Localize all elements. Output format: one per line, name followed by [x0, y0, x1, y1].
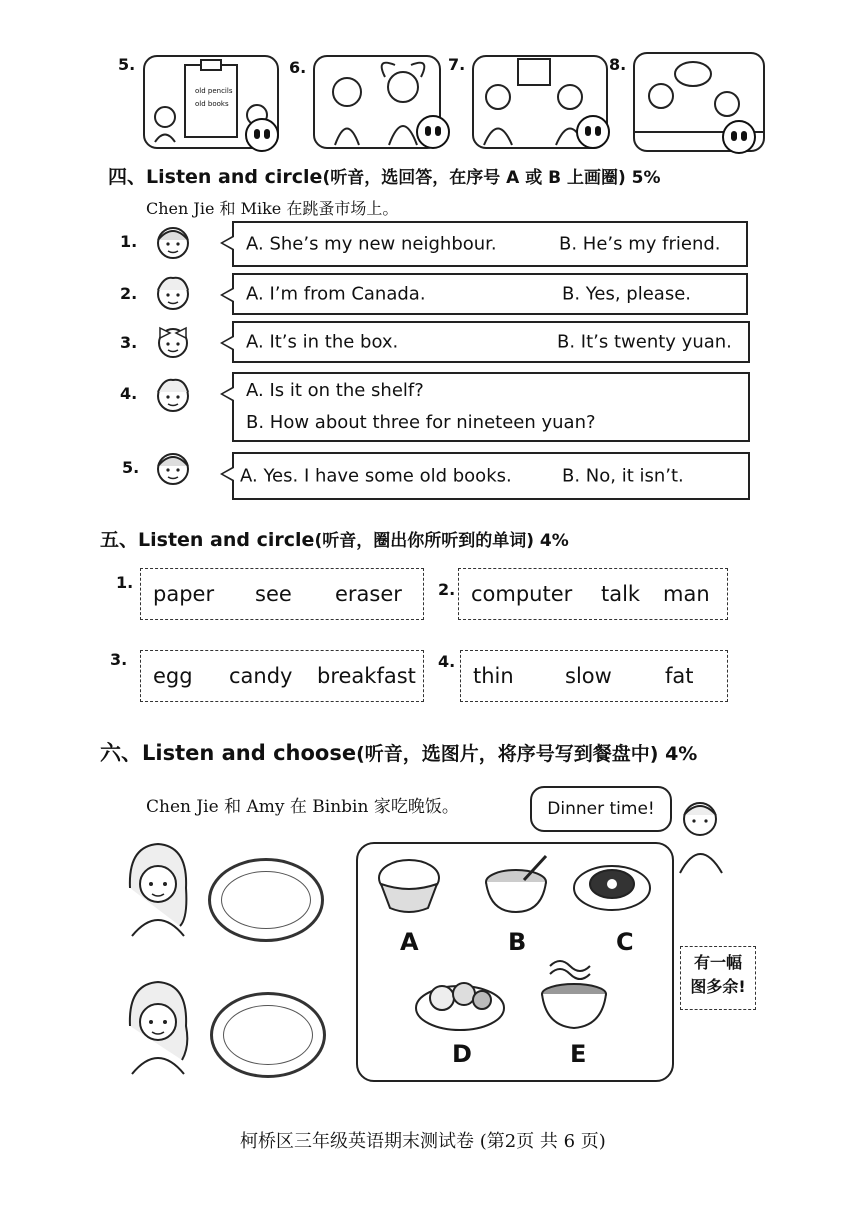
- s5-word: egg: [153, 664, 193, 688]
- fruit-plate-icon: [414, 964, 506, 1034]
- eyes-icon: [245, 118, 279, 152]
- s4-bubble-2: [232, 273, 748, 315]
- dinner-plate-2[interactable]: [210, 992, 326, 1078]
- clipboard-line-2: old books: [195, 100, 229, 108]
- s4-bubble-5: [232, 452, 750, 500]
- s4-bubble-1: [232, 221, 748, 267]
- s5-word-box-2: [458, 568, 728, 620]
- food-label-a: A: [400, 928, 419, 956]
- s5-group-number: 3.: [110, 650, 128, 669]
- s5-word: computer: [471, 582, 573, 606]
- s4-option-a: A. Is it on the shelf?: [246, 380, 424, 401]
- clipboard-line-1: old pencils: [195, 87, 233, 95]
- extra-picture-note: [680, 946, 756, 1010]
- s4-option-b: B. It’s twenty yuan.: [557, 331, 732, 353]
- picture-number-5: 5.: [118, 55, 136, 74]
- food-choices-box: [356, 842, 674, 1082]
- speech-bubble: [530, 786, 672, 832]
- bubble-tail: [220, 466, 234, 482]
- section6-heading: [100, 737, 697, 767]
- food-label-e: E: [570, 1040, 587, 1068]
- girl-face-icon: [152, 222, 194, 264]
- rice-bowl-icon: [376, 854, 442, 916]
- s4-option-b: B. How about three for nineteen yuan?: [246, 412, 596, 433]
- s4-item-number: 1.: [120, 232, 138, 251]
- s5-word: eraser: [335, 582, 402, 606]
- section4-heading-cn: (听音，选回答，在序号 A 或 B 上画圈) 5%: [322, 168, 661, 188]
- meat-plate-icon: [572, 860, 652, 914]
- s5-word: slow: [565, 664, 612, 688]
- bubble-tail: [220, 335, 234, 351]
- s4-item-number: 3.: [120, 333, 138, 352]
- eyes-icon: [722, 120, 756, 154]
- section4-heading-en: Listen and circle: [146, 166, 323, 188]
- s5-word: breakfast: [317, 664, 416, 688]
- s5-word-box-4: [460, 650, 728, 702]
- page-footer: 柯桥区三年级英语期末测试卷 (第2页 共 6 页): [240, 1131, 606, 1152]
- section5-prefix: 五、: [100, 529, 139, 551]
- bubble-tail: [220, 386, 234, 402]
- boy-speaker-icon: [670, 795, 730, 875]
- s5-word: see: [255, 582, 292, 606]
- chen-jie-girl-icon: [118, 838, 198, 938]
- section6-heading-en: Listen and choose: [142, 741, 357, 765]
- picture-number-8: 8.: [609, 55, 627, 74]
- section4-heading: [108, 162, 661, 189]
- s4-option-a: A. She’s my new neighbour.: [246, 233, 497, 255]
- s5-word-box-1: [140, 568, 424, 620]
- dinner-plate-1[interactable]: [208, 858, 324, 942]
- s5-word: thin: [473, 664, 514, 688]
- s5-word: fat: [665, 664, 694, 688]
- s4-bubble-3: [232, 321, 750, 363]
- section6-context: Chen Jie 和 Amy 在 Binbin 家吃晚饭。: [146, 797, 459, 817]
- s4-option-a: A. I’m from Canada.: [246, 283, 426, 305]
- food-label-b: B: [508, 928, 527, 956]
- s5-group-number: 1.: [116, 573, 134, 592]
- s4-option-b: B. He’s my friend.: [559, 233, 721, 255]
- girl-bow-face-icon: [152, 320, 194, 362]
- s4-item-number: 4.: [120, 384, 138, 403]
- soup-bowl-icon: [484, 852, 554, 916]
- s4-option-b: B. No, it isn’t.: [562, 465, 684, 487]
- section5-heading: [100, 525, 569, 552]
- bubble-tail: [220, 287, 234, 303]
- speech-text: Dinner time!: [547, 799, 655, 819]
- s5-word: talk: [601, 582, 641, 606]
- boy-face-icon: [152, 374, 194, 416]
- s4-bubble-4: [232, 372, 750, 442]
- noodles-bowl-icon: [536, 952, 612, 1034]
- s5-word: candy: [229, 664, 293, 688]
- s4-option-a: A. It’s in the box.: [246, 331, 399, 353]
- note-line-2: 图多余!: [690, 977, 746, 996]
- picture-number-7: 7.: [448, 55, 466, 74]
- section4-prefix: 四、: [108, 166, 147, 188]
- s5-word: man: [663, 582, 710, 606]
- bubble-tail: [220, 235, 234, 251]
- s4-item-number: 5.: [122, 458, 140, 477]
- section6-prefix: 六、: [100, 741, 142, 765]
- section6-heading-cn: (听音，选图片，将序号写到餐盘中) 4%: [356, 743, 698, 765]
- boy-face-icon: [152, 272, 194, 314]
- food-label-c: C: [616, 928, 634, 956]
- food-label-d: D: [452, 1040, 472, 1068]
- s5-group-number: 4.: [438, 652, 456, 671]
- eyes-icon: [416, 115, 450, 149]
- girl-face-icon: [152, 448, 194, 490]
- amy-girl-icon: [118, 976, 198, 1076]
- s4-option-b: B. Yes, please.: [562, 283, 691, 305]
- s5-word: paper: [153, 582, 215, 606]
- eyes-icon: [576, 115, 610, 149]
- section5-heading-cn: (听音，圈出你所听到的单词) 4%: [314, 531, 569, 551]
- s4-item-number: 2.: [120, 284, 138, 303]
- s5-group-number: 2.: [438, 580, 456, 599]
- picture-number-6: 6.: [289, 58, 307, 77]
- s4-option-a: A. Yes. I have some old books.: [240, 465, 512, 487]
- note-line-1: 有一幅: [693, 953, 742, 972]
- s5-word-box-3: [140, 650, 424, 702]
- section4-context: Chen Jie 和 Mike 在跳蚤市场上。: [146, 199, 399, 218]
- section5-heading-en: Listen and circle: [138, 529, 315, 551]
